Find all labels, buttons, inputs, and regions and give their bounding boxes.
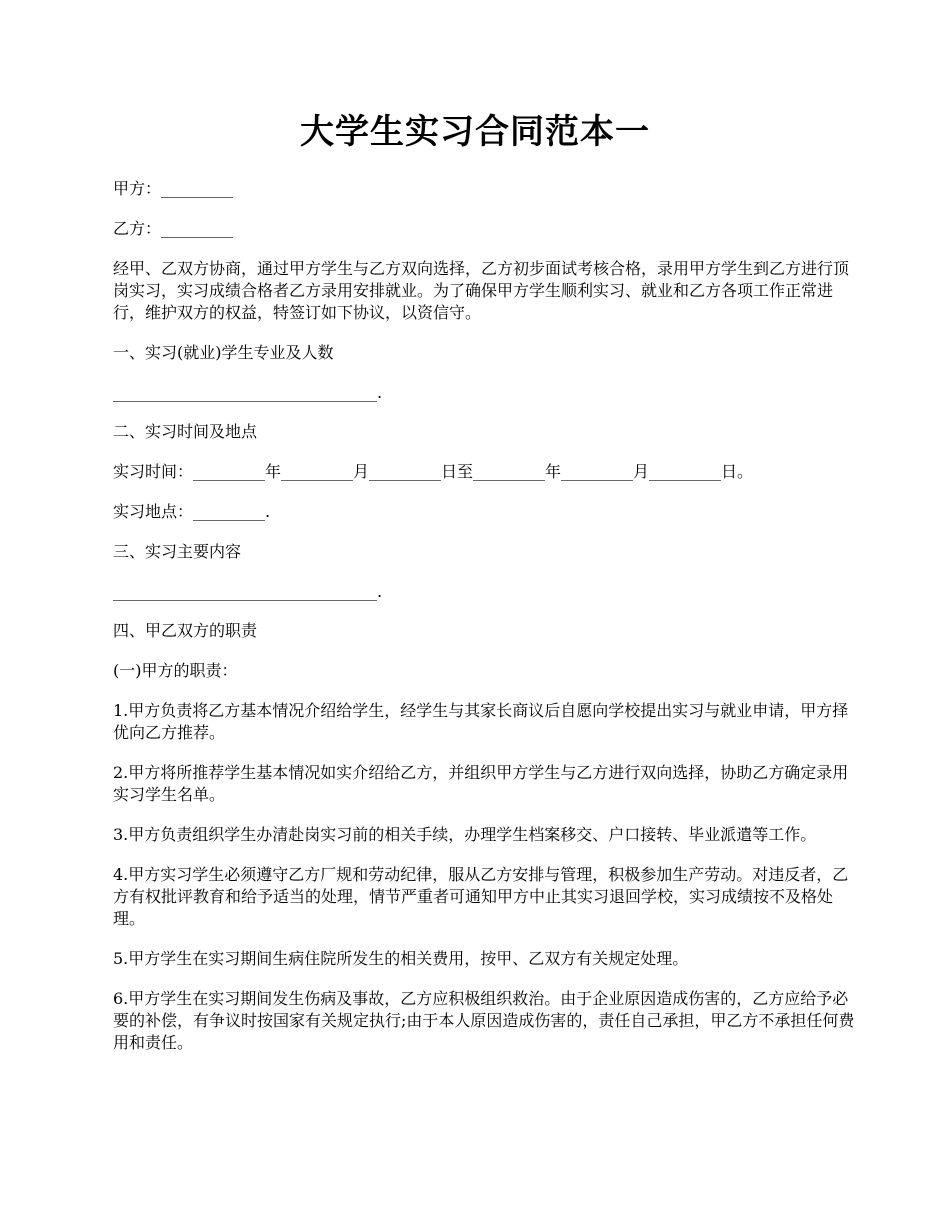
section1-blank-line: _________________________________. [113, 383, 383, 402]
document-title: 大学生实习合同范本一 [300, 112, 650, 152]
party-b-line: 乙方：_________ [113, 219, 234, 238]
party-a-line: 甲方：_________ [113, 179, 234, 198]
intro-paragraph: 经甲、乙双方协商，通过甲方学生与乙方双向选择，乙方初步面试考核合格，录用甲方学生到乙方进行顶岗实习，实习成绩合格者乙方录用安排就业。为了确保甲方学生顺利实习、就业和乙方各项工作正常进行，维护双方的权益，特签订如下协议，以资信守。 [113, 259, 850, 322]
duty-item-6: 6.甲方学生在实习期间发生伤病及事故，乙方应积极组织救治。由于企业原因造成伤害的，乙方应给予必要的补偿，有争议时按国家有关规定执行;由于本人原因造成伤害的，责任自己承担，甲乙方不承担任何费用和责任。 [113, 989, 855, 1052]
section3-heading: 三、实习主要内容 [113, 542, 242, 561]
internship-time-line: 实习时间：_________年_________月_________日至_________年_________月_________日。 [113, 462, 754, 481]
duty-item-1: 1.甲方负责将乙方基本情况介绍给学生，经学生与其家长商议后自愿向学校提出实习与就业申请，甲方择优向乙方推荐。 [113, 701, 849, 742]
section4-heading: 四、甲乙双方的职责 [113, 621, 258, 640]
party-a-duties-heading: (一)甲方的职责： [113, 661, 238, 680]
document-body [113, 178, 855, 1072]
section2-heading: 二、实习时间及地点 [113, 422, 258, 441]
duty-item-5: 5.甲方学生在实习期间生病住院所发生的相关费用，按甲、乙双方有关规定处理。 [113, 949, 689, 968]
internship-place-line: 实习地点：_________. [113, 502, 271, 521]
duty-item-4: 4.甲方实习学生必须遵守乙方厂规和劳动纪律，服从乙方安排与管理，积极参加生产劳动。对违反者，乙方有权批评教育和给予适当的处理，情节严重者可通知甲方中止其实习退回学校，实习成绩按不及格处理。 [113, 865, 849, 928]
section1-heading: 一、实习(就业)学生专业及人数 [113, 343, 334, 362]
duty-item-2: 2.甲方将所推荐学生基本情况如实介绍给乙方，并组织甲方学生与乙方进行双向选择，协助乙方确定录用实习学生名单。 [113, 763, 849, 804]
section3-blank-line: _________________________________. [113, 582, 383, 601]
duty-item-3: 3.甲方负责组织学生办清赴岗实习前的相关手续，办理学生档案移交、户口接转、毕业派遣等工作。 [113, 825, 817, 844]
